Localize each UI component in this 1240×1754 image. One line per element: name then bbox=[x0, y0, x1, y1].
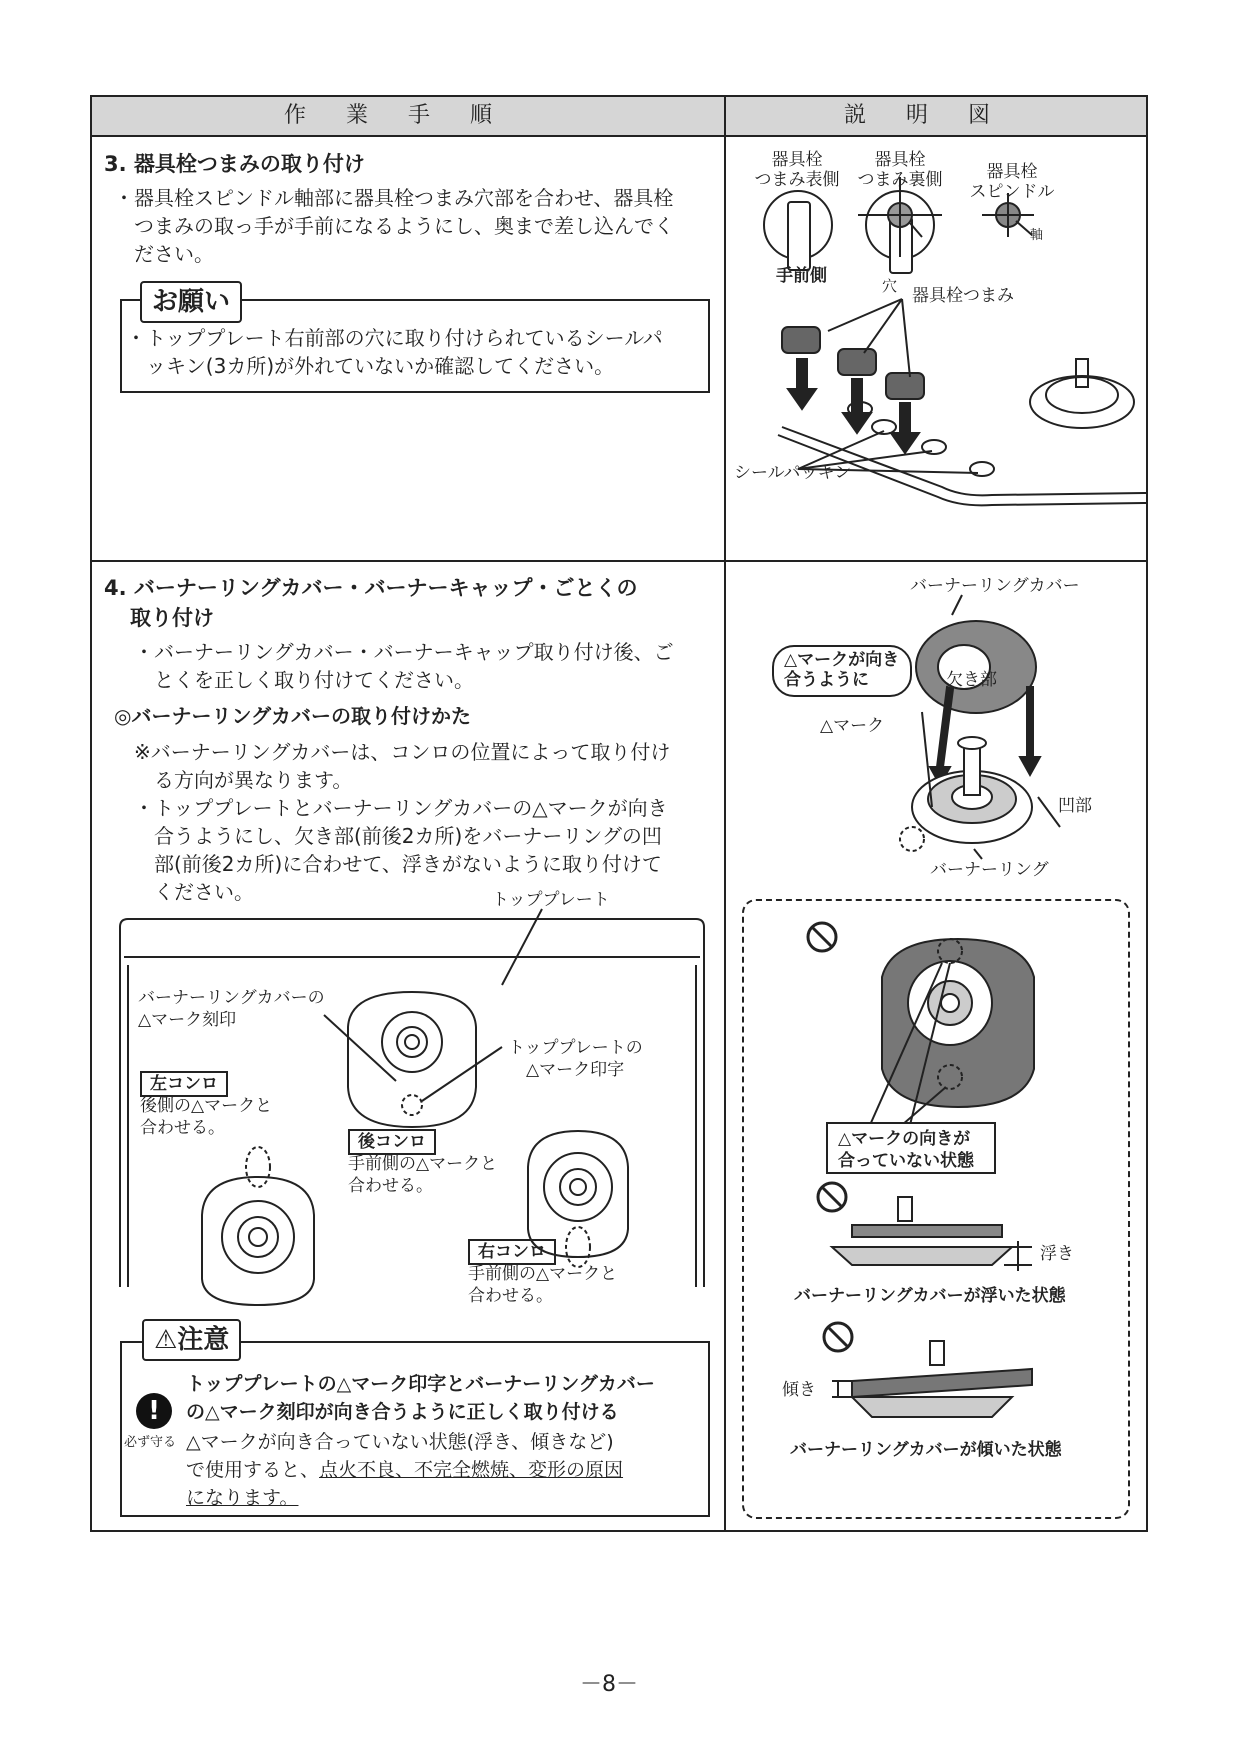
fig-float-label: 浮き bbox=[1040, 1244, 1074, 1264]
bad1-label-box bbox=[826, 1122, 996, 1174]
caution-line-2a: で使用すると、 bbox=[186, 1459, 320, 1481]
fig-spindle-label-1: 器具栓 bbox=[986, 162, 1038, 182]
plan-plate-mark-1: トッププレートの bbox=[508, 1038, 643, 1058]
notice-title: お願い bbox=[140, 281, 242, 323]
step4-subtitle: ◎バーナーリングカバーの取り付けかた bbox=[114, 704, 472, 728]
plan-right-desc-2: 合わせる。 bbox=[468, 1286, 553, 1306]
step4-title-2: 取り付け bbox=[130, 606, 214, 630]
step3-body-2: つまみの取っ手が手前になるようにし、奥まで差し込んでく bbox=[134, 214, 674, 238]
caution-bold-1: トッププレートの△マーク印字とバーナーリングカバー bbox=[186, 1373, 655, 1395]
fig-bad3-label: バーナーリングカバーが傾いた状態 bbox=[790, 1440, 1062, 1460]
fig-callout-1: △マークが向き bbox=[784, 650, 900, 670]
plan-right-desc-1: 手前側の△マークと bbox=[468, 1264, 618, 1284]
fig-tilt-label: 傾き bbox=[782, 1380, 816, 1400]
header-work-procedure: 作業手順 bbox=[283, 103, 532, 128]
prohibited-icon-2 bbox=[818, 1183, 846, 1211]
fig-knob-front-label-2: つまみ表側 bbox=[754, 170, 840, 190]
plan-rear-label: 後コンロ bbox=[348, 1129, 436, 1155]
instruction-table bbox=[90, 95, 1148, 1532]
step4-body2-3: 部(前後2カ所)に合わせて、浮きがないように取り付けて bbox=[154, 852, 662, 876]
plan-rear-desc-1: 手前側の△マークと bbox=[348, 1154, 498, 1174]
notice-line-1: ・トッププレート右前部の穴に取り付けられているシールパ bbox=[126, 326, 663, 350]
fig-bad1-1: △マークの向きが bbox=[838, 1129, 971, 1149]
page-number: －8－ bbox=[580, 1672, 638, 1697]
plan-topplate-label: トッププレート bbox=[492, 890, 610, 910]
fig-knob-front-label-1: 器具栓 bbox=[771, 150, 823, 170]
plan-right-label: 右コンロ bbox=[468, 1239, 556, 1265]
plan-left-label: 左コンロ bbox=[140, 1071, 228, 1097]
plan-cover-mark-2: △マーク刻印 bbox=[138, 1010, 237, 1030]
caution-line-1: △マークが向き合っていない状態(浮き、傾きなど) bbox=[186, 1431, 614, 1453]
header-illustration: 説明図 bbox=[843, 103, 1030, 128]
fig-callout-2: 合うように bbox=[784, 670, 869, 690]
fig-front-side-label: 手前側 bbox=[776, 266, 827, 286]
fig-bad2-label: バーナーリングカバーが浮いた状態 bbox=[794, 1286, 1066, 1306]
fig-recess-label: 凹部 bbox=[1058, 796, 1092, 816]
fig-knob-label: 器具栓つまみ bbox=[912, 286, 1014, 306]
bad-examples-figure bbox=[92, 97, 1148, 1532]
step3-body-3: ださい。 bbox=[134, 242, 214, 266]
step3-title: 3. 器具栓つまみの取り付け bbox=[104, 152, 365, 176]
plan-rear-desc-2: 合わせる。 bbox=[348, 1176, 433, 1196]
fig-spindle-label-2: スピンドル bbox=[969, 182, 1055, 202]
fig-shaft-label: 軸 bbox=[1030, 228, 1044, 243]
step4-body2-1: ・トッププレートとバーナーリングカバーの△マークが向き bbox=[134, 796, 668, 820]
step4-note-2: る方向が異なります。 bbox=[154, 768, 353, 792]
fig-ring-label: バーナーリング bbox=[930, 860, 1049, 880]
prohibited-icon-1 bbox=[808, 923, 836, 951]
fig-knob-back-label-1: 器具栓 bbox=[874, 150, 926, 170]
fig-mark-label: △マーク bbox=[820, 716, 885, 736]
plan-cover-mark-1: バーナーリングカバーの bbox=[138, 988, 325, 1008]
step4-body-1: ・バーナーリングカバー・バーナーキャップ取り付け後、ご bbox=[134, 640, 674, 664]
step4-title-1: 4. バーナーリングカバー・バーナーキャップ・ごとくの bbox=[104, 576, 638, 600]
fig-knob-back-label-2: つまみ裏側 bbox=[857, 170, 943, 190]
fig-cover-label: バーナーリングカバー bbox=[910, 576, 1080, 596]
step4-body-2: とくを正しく取り付けてください。 bbox=[154, 668, 474, 692]
notice-line-2: ッキン(3カ所)が外れていないか確認してください。 bbox=[146, 354, 615, 378]
fig-seal-label: シールパッキン bbox=[734, 463, 852, 483]
must-follow-icon: ! bbox=[136, 1393, 172, 1429]
must-follow-label: 必ず守る bbox=[124, 1435, 177, 1450]
plan-plate-mark-2: △マーク印字 bbox=[526, 1060, 625, 1080]
prohibited-icon-3 bbox=[824, 1323, 852, 1351]
caution-title: ⚠注意 bbox=[142, 1319, 241, 1361]
fig-bad1-2: 合っていない状態 bbox=[838, 1151, 974, 1171]
step4-body2-2: 合うようにし、欠き部(前後2カ所)をバーナーリングの凹 bbox=[154, 824, 662, 848]
caution-line-3: になります。 bbox=[186, 1487, 299, 1509]
step3-body-1: ・器具栓スピンドル軸部に器具栓つまみ穴部を合わせ、器具栓 bbox=[114, 186, 674, 210]
fig-notch-label: 欠き部 bbox=[946, 670, 997, 690]
plan-left-desc-2: 合わせる。 bbox=[140, 1118, 225, 1138]
caution-line-2b: 点火不良、不完全燃焼、変形の原因 bbox=[319, 1459, 624, 1481]
step4-body2-4: ください。 bbox=[154, 880, 254, 904]
plan-left-desc-1: 後側の△マークと bbox=[140, 1096, 273, 1116]
caution-bold-2: の△マーク刻印が向き合うように正しく取り付ける bbox=[186, 1401, 619, 1423]
step4-note-1: ※バーナーリングカバーは、コンロの位置によって取り付け bbox=[134, 740, 671, 764]
fig-hole-label: 穴 bbox=[882, 277, 898, 295]
